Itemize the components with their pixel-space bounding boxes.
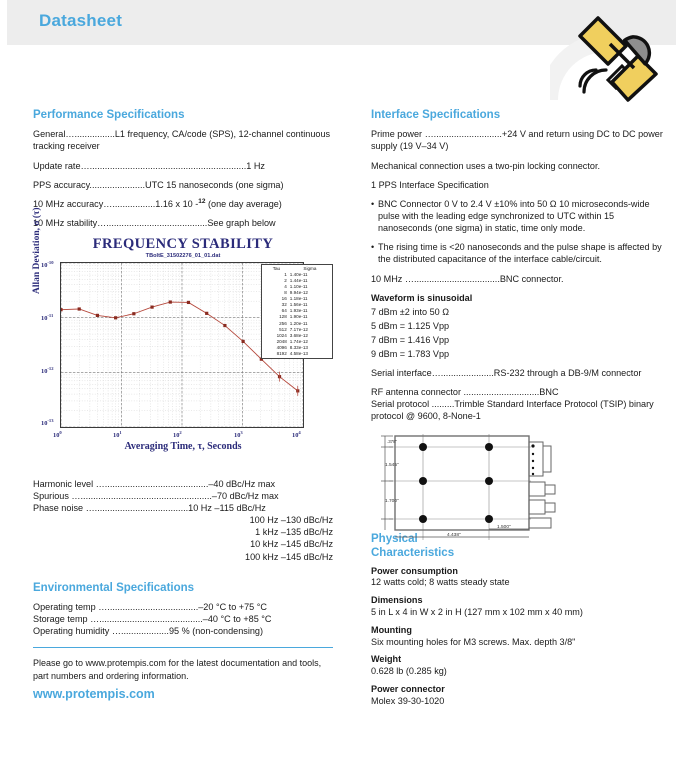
table-row: 128 1.90e-11	[279, 314, 308, 320]
right-column	[371, 108, 663, 714]
pps-bullet-list	[371, 198, 663, 266]
table-row: 4 1.10e-11	[284, 284, 308, 290]
spec-storage-temp: Storage temp ….........................................–40 °C to +85 °C	[33, 614, 272, 625]
table-row: 2048 1.74e-12	[276, 338, 308, 344]
spec-10mhz-accuracy	[33, 198, 333, 210]
spec-serial-interface: Serial interface….....................RS-232 through a DB-9/M connector	[371, 368, 642, 379]
physical-title-0: Power consumption	[371, 565, 458, 576]
chart-y-axis-label: Allan Deviation, σ (τ)	[32, 207, 42, 294]
left-column	[33, 108, 333, 701]
spec-spurious: Spurious …....................................................–70 dBc/Hz max	[33, 491, 279, 502]
spec-prime-power: Prime power …...........................+24 V and return using DC to DC power supply (19 V–34 V)	[371, 129, 663, 152]
x-tick-2: $10^2$	[173, 429, 182, 440]
chart-data-table	[261, 264, 333, 359]
waveform-line-3: 9 dBm = 1.783 Vpp	[371, 349, 450, 360]
table-row: 4096 8.33e-13	[276, 344, 308, 350]
table-header-tau: Tau	[272, 265, 281, 271]
page-header	[0, 0, 676, 45]
table-row: 16 1.18e-11	[281, 296, 308, 302]
physical-title-4: Power connector	[371, 684, 445, 695]
waveform-line-1: 5 dBm = 1.125 Vpp	[371, 320, 450, 331]
table-row: 1 1.40e-11	[284, 272, 308, 278]
footer-website-link[interactable]: www.protempis.com	[33, 687, 155, 702]
physical-block-3	[371, 654, 663, 678]
y-tick-1: $10^{-11}$	[41, 312, 54, 323]
phase-noise-row-0: 100 Hz –130 dBc/Hz	[249, 515, 333, 526]
x-tick-4: $10^4$	[292, 429, 301, 440]
physical-block-0	[371, 566, 663, 590]
y-tick-3: $10^{-13}$	[41, 417, 54, 428]
dim-bot-label: 1.700"	[385, 498, 399, 504]
physical-body-4: Molex 39-30-1020	[371, 695, 445, 706]
table-row: 2 1.44e-11	[284, 278, 308, 284]
spec-general: General…................L1 frequency, CA/code (SPS), 12-channel continuous tracking receiver	[33, 129, 331, 152]
spec-phase-noise: Phase noise ….....................................10 Hz –115 dBc/Hz	[33, 503, 266, 514]
table-row: 64 1.93e-11	[281, 308, 308, 314]
table-row: 8192 4.58e-13	[276, 350, 308, 356]
dim-width-label: 4.438"	[447, 532, 461, 538]
chart-subtitle: TBoltE_31502276_01_01.dat	[145, 252, 221, 259]
performance-heading: Performance Specifications	[33, 109, 185, 121]
waveform-heading: Waveform is sinusoidal	[371, 292, 473, 303]
dim-top-label: .378"	[387, 438, 398, 444]
physical-body-2: Six mounting holes for M3 screws. Max. depth 3/8"	[371, 636, 576, 647]
phase-noise-row-1: 1 kHz –135 dBc/Hz	[255, 527, 333, 538]
spec-10mhz-bnc: 10 MHz …..................................BNC connector.	[371, 273, 564, 284]
phase-noise-row-2: 10 kHz –145 dBc/Hz	[250, 539, 333, 550]
pps-bullet-1: • The rising time is <20 nanoseconds and the pulse shape is affected by the distributed capacitance of the interface cable/circuit.	[371, 241, 663, 265]
spec-pps-accuracy: PPS accuracy......................UTC 15 nanoseconds (one sigma)	[33, 179, 284, 190]
chart-x-axis-label: Averaging Time, τ, Seconds	[124, 440, 242, 452]
table-row: 8 9.94e-12	[284, 290, 308, 296]
physical-block-2	[371, 625, 663, 649]
pps-bullet-0: • BNC Connector 0 V to 2.4 V ±10% into 50 Ω 10 microseconds-wide pulse with the leading edge synchronized to UTC within 15 nanoseconds (one sigma) in static, time only mode.	[371, 198, 663, 235]
spec-operating-temp: Operating temp …....................................–20 °C to +75 °C	[33, 602, 267, 612]
x-tick-0: $10^0$	[53, 429, 62, 440]
physical-heading-line2: Characteristics	[371, 546, 455, 559]
y-tick-0: $10^{-10}$	[41, 259, 54, 270]
spec-update-rate: Update rate…..............................................................1 Hz	[33, 160, 265, 171]
spec-serial-protocol: Serial protocol .........Trimble Standard Interface Protocol (TSIP) binary protocol @ 9600, 8-None-1	[371, 399, 654, 422]
dim-mid-label: 1.545"	[385, 462, 399, 468]
x-tick-3: $10^3$	[234, 429, 243, 440]
spec-mechanical-connection: Mechanical connection uses a two-pin locking connector.	[371, 160, 600, 171]
physical-title-1: Dimensions	[371, 595, 423, 606]
physical-body-3: 0.628 lb (0.285 kg)	[371, 666, 447, 677]
interface-heading: Interface Specifications	[371, 109, 501, 121]
phase-noise-row-3: 100 kHz –145 dBc/Hz	[245, 551, 333, 562]
y-tick-2: $10^{-12}$	[41, 365, 54, 376]
spec-operating-humidity: Operating humidity …...................95 % (non-condensing)	[33, 626, 263, 637]
table-row: 512 7.17e-12	[279, 326, 308, 332]
table-row: 1024 3.68e-12	[276, 332, 308, 338]
physical-title-3: Weight	[371, 654, 402, 665]
footer-note: Please go to www.protempis.com for the latest documentation and tools, part numbers and ordering information.	[33, 658, 322, 682]
accuracy-label: 10 MHz accuracy….................1.16 x 10 -	[33, 198, 199, 209]
physical-title-2: Mounting	[371, 624, 412, 635]
spec-10mhz-stability: 10 MHz stability…........................................See graph below	[33, 217, 276, 228]
environmental-heading: Environmental Specifications	[33, 581, 195, 594]
accuracy-tail: (one day average)	[208, 198, 282, 209]
waveform-line-2: 7 dBm = 1.416 Vpp	[371, 334, 450, 345]
physical-body-1: 5 in L x 4 in W x 2 in H (127 mm x 102 mm x 40 mm)	[371, 607, 583, 618]
chart-title: FREQUENCY STABILITY	[92, 235, 274, 252]
mechanical-drawing	[371, 430, 663, 542]
table-row: 256 1.20e-11	[279, 320, 308, 326]
dim-right-label: 1.500"	[497, 524, 511, 530]
table-row: 32 1.56e-11	[281, 302, 308, 308]
spec-harmonic-level: Harmonic level ….........................................–40 dBc/Hz max	[33, 478, 276, 489]
footer-divider	[33, 647, 333, 648]
table-header-sigma: Sigma	[303, 265, 317, 271]
waveform-line-0: 7 dBm ±2 into 50 Ω	[371, 306, 450, 317]
physical-block-1	[371, 595, 663, 619]
physical-heading-line1: Physical	[371, 532, 418, 545]
physical-body-0: 12 watts cold; 8 watts steady state	[371, 577, 510, 588]
accuracy-exponent: 12	[198, 197, 206, 205]
spec-pps-interface-heading: 1 PPS Interface Specification	[371, 179, 489, 190]
x-tick-1: $10^1$	[113, 429, 122, 440]
page-title: Datasheet	[39, 11, 123, 30]
physical-block-4	[371, 684, 663, 708]
spec-rf-antenna: RF antenna connector ..............................BNC	[371, 387, 559, 398]
